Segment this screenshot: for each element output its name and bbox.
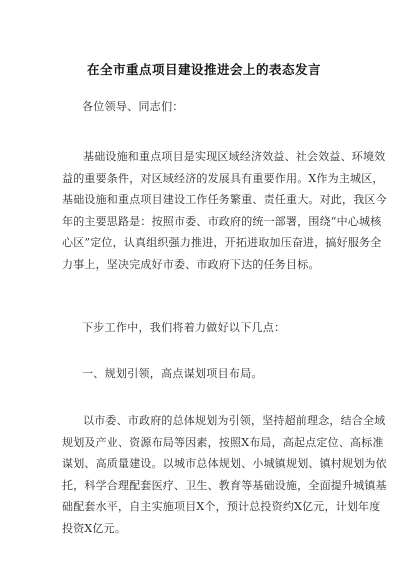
- paragraph-2-line: 础配套水平，自主实施项目X个，预计总投资约X亿元，计划年度: [62, 500, 381, 513]
- intro-next-steps: 下步工作中，我们将着力做好以下几点：: [82, 321, 286, 334]
- paragraph-1-line: 益的重要条件，对区域经济的发展具有重要作用。X作为主城区，: [62, 171, 384, 185]
- paragraph-1-line: 年的主要思路是：按照市委、市政府的统一部署，围绕“中心城核: [62, 214, 382, 228]
- salutation: 各位领导、同志们：: [82, 100, 184, 113]
- document-title: 在全市重点项目建设推进会上的表态发言: [86, 62, 321, 77]
- paragraph-2-line: 托，科学合理配套医疗、卫生、教育等基础设施，全面提升城镇基: [62, 478, 387, 492]
- paragraph-2: [62, 410, 387, 539]
- paragraph-2-line: 谋划、高质量建设。以城市总体规划、小城镇规划、镇村规划为依: [62, 457, 387, 470]
- paragraph-2-line: 投资X亿元。: [62, 521, 127, 535]
- paragraph-2-line: 以市委、市政府的总体规划为引领，坚持超前理念，结合全域: [83, 414, 386, 427]
- paragraph-1-line: 基础设施和重点项目建设工作任务繁重、责任重大。对此，我区今: [62, 193, 387, 206]
- paragraph-1-line: 力事上，坚决完成好市委、市政府下达的任务目标。: [62, 257, 320, 271]
- paragraph-1: [62, 146, 387, 275]
- paragraph-1-line: 基础设施和重点项目是实现区域经济效益、社会效益、环境效: [83, 150, 386, 163]
- section-heading-1: 一、规划引领，高点谋划项目布局。: [82, 367, 263, 380]
- paragraph-1-line: 心区”定位，认真组织强力推进，开拓进取加压奋进，搞好服务全: [62, 236, 382, 249]
- paragraph-2-line: 规划及产业、资源布局等因素，按照X布局，高起点定位、高标准: [62, 435, 384, 449]
